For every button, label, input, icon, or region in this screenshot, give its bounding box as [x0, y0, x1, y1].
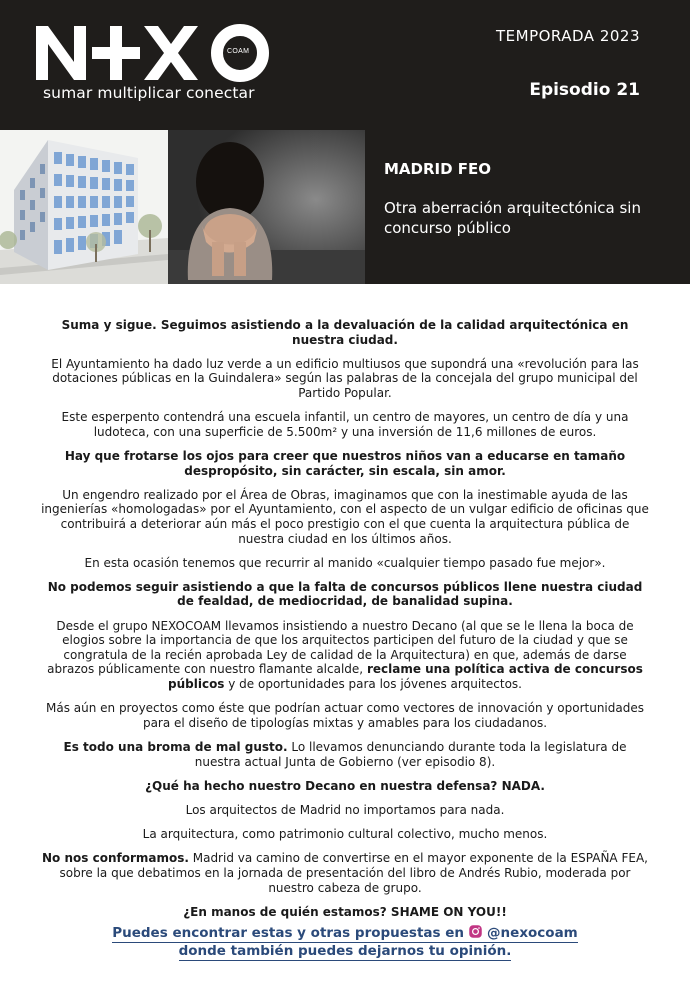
- paragraph-11: [40, 779, 650, 794]
- season-label: TEMPORADA 2023: [496, 27, 640, 45]
- tagline: sumar multiplicar conectar: [43, 84, 255, 102]
- paragraph-3: Este esperpento contendrá una escuela infantil, un centro de mayores, un centro de día y una ludoteca, con una superficie de 5.500m² y una inversión de 11,6 millones de euros.: [61, 410, 629, 439]
- paragraph-8-part-a: Desde el grupo NEXOCOAM llevamos insistiendo a nuestro Decano (al que se le llena la boca de elogios sobre la importancia de que los arquitectos participen del futuro de la ciudad y que se congratula de la recién aprobada Ley de calidad de la Arquitectura) en que, además de darse abrazos públicamente con nuestro flamante alcalde,: [47, 618, 634, 677]
- page-header: [0, 0, 690, 130]
- paragraph-5: Un engendro realizado por el Área de Obras, imaginamos que con la inestimable ayuda de las ingenierías «homologadas» por el Ayuntamiento, con el aspecto de un vulgar edificio de oficinas que contribuirá a deteriorar aún más el poco prestigio con el que cuenta la arquitectura pública de nuestra ciudad en los últimos años.: [41, 487, 649, 546]
- paragraph-13: La arquitectura, como patrimonio cultural colectivo, mucho menos.: [142, 827, 548, 842]
- paragraph-7: [40, 580, 650, 609]
- paragraph-14-rest: Madrid va camino de convertirse en el mayor exponente de la ESPAÑA FEA, sobre la que debatimos en la jornada de presentación del libro de Andrés Rubio, moderada por nuestro cabeza de grupo.: [59, 851, 648, 895]
- paragraph-1-text: Suma y sigue. Seguimos asistiendo a la devaluación de la calidad arquitectónica en nuestra ciudad.: [61, 318, 629, 347]
- paragraph-8-highlight: reclame una política activa de concursos públicos: [168, 662, 643, 692]
- paragraph-12: Los arquitectos de Madrid no importamos para nada.: [185, 802, 505, 817]
- logo-coam-label: COAM: [227, 48, 250, 55]
- paragraph-4: [40, 449, 650, 478]
- footer-line-1: [60, 924, 630, 943]
- footer-link-line-2[interactable]: donde también puedes dejarnos tu opinión.: [178, 943, 512, 959]
- paragraph-11-text: ¿Qué ha hecho nuestro Decano en nuestra defensa? NADA.: [145, 778, 545, 793]
- paragraph-14: [40, 851, 650, 895]
- instagram-icon[interactable]: [468, 924, 483, 939]
- paragraph-15-text: ¿En manos de quién estamos? SHAME ON YOU!!: [183, 904, 507, 919]
- paragraph-6: En esta ocasión tenemos que recurrir al manido «cualquier tiempo pasado fue mejor».: [84, 555, 606, 570]
- instagram-handle-link[interactable]: @nexocoam: [487, 925, 578, 941]
- paragraph-2: El Ayuntamiento ha dado luz verde a un edificio multiusos que supondrá una «revolución para las dotaciones públicas en la Guindalera» según las palabras de la concejala del grupo municipal del Partido Popular.: [51, 356, 639, 400]
- paragraph-15: [40, 905, 650, 920]
- banner-title: MADRID FEO: [384, 160, 492, 178]
- paragraph-8: [40, 619, 650, 692]
- paragraph-1: [40, 318, 650, 347]
- paragraph-4-text: Hay que frotarse los ojos para creer que nuestros niños van a educarse en tamaño despropósito, sin carácter, sin escala, sin amor.: [64, 448, 626, 478]
- banner: [0, 130, 690, 284]
- paragraph-14-highlight: No nos conformamos.: [42, 851, 189, 866]
- episode-label: Episodio 21: [529, 80, 640, 100]
- banner-subtitle: Otra aberración arquitectónica sin concurso público: [384, 199, 641, 237]
- paragraph-8-part-c: y de oportunidades para los jóvenes arquitectos.: [224, 677, 522, 692]
- paragraph-10-highlight: Es todo una broma de mal gusto.: [63, 740, 288, 754]
- footer-link-line-1[interactable]: [112, 924, 578, 943]
- paragraph-9: Más aún en proyectos como éste que podrían actuar como vectores de innovación y oportunidades para el diseño de tipologías mixtas y amables para los ciudadanos.: [45, 701, 644, 730]
- paragraph-10-rest: Lo llevamos denunciando durante toda la legislatura de nuestra actual Junta de Gobierno (ver episodio 8).: [194, 740, 627, 769]
- article-body: [40, 318, 650, 929]
- footer-text-1: Puedes encontrar estas y otras propuestas en: [112, 925, 465, 941]
- building-rendering-image: [0, 130, 168, 284]
- footer-line-2: [60, 943, 630, 961]
- sad-child-photo: [168, 130, 365, 284]
- paragraph-7-text: No podemos seguir asistiendo a que la falta de concursos públicos llene nuestra ciudad de fealdad, de mediocridad, de banalidad supina.: [47, 579, 643, 609]
- footer-cta: [60, 924, 630, 961]
- paragraph-10: [40, 740, 650, 769]
